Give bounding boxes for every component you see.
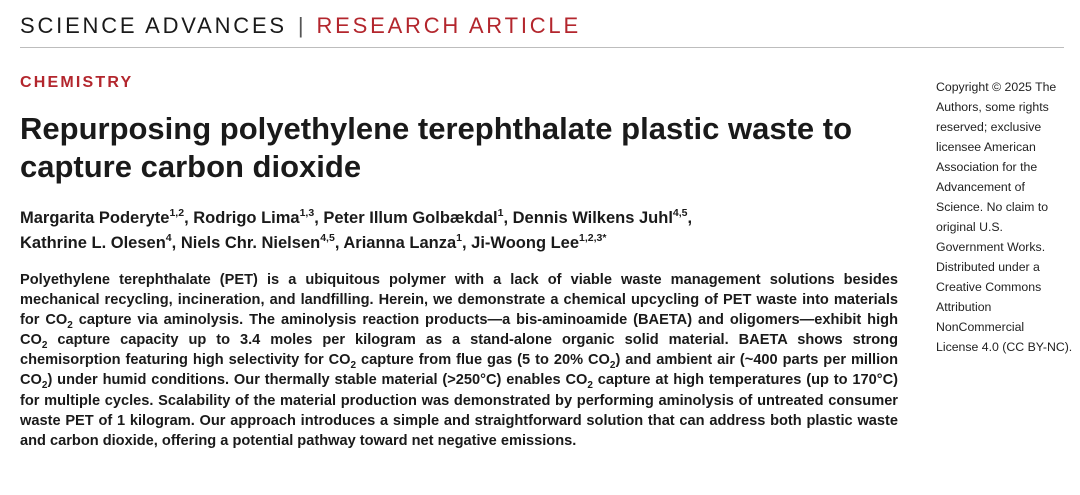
copyright-line: Attribution bbox=[936, 300, 992, 314]
author-affiliation[interactable]: 1,3 bbox=[299, 206, 315, 219]
author-affiliation[interactable]: 4 bbox=[165, 231, 172, 244]
section-label: CHEMISTRY bbox=[20, 74, 134, 91]
author-affiliation[interactable]: 1 bbox=[456, 231, 462, 244]
subscript: 2 bbox=[41, 340, 48, 352]
copyright-line: Creative Commons bbox=[936, 280, 1042, 294]
author-name[interactable]: Peter Illum Golbækdal bbox=[323, 209, 498, 227]
abstract-text: ) and ambient air (~400 parts per million CO bbox=[20, 352, 898, 389]
abstract bbox=[20, 270, 898, 451]
copyright-line: Science. No claim to bbox=[936, 200, 1049, 214]
abstract-text: capture from flue gas (5 to 20% CO bbox=[356, 352, 610, 369]
subscript: 2 bbox=[609, 360, 616, 372]
abstract-text: capture at high temperatures (up to 170°C) for multiple cycles. Scalability of the material production was demonstrated by performing aminolysis of untreated consumer waste PET of 1 kilogram. Our approach introduces a simple and straightforward solution that can address both plastic waste and carbon dioxide, offering a potential pathway toward net negative emissions. bbox=[20, 372, 898, 449]
journal-header bbox=[20, 13, 581, 39]
author-name[interactable]: Ji-Woong Lee bbox=[471, 234, 580, 252]
subscript: 2 bbox=[350, 360, 357, 372]
abstract-text: Polyethylene terephthalate (PET) is a ubiquitous polymer with a lack of viable waste management solutions besides mechanical recycling, incineration, and landfilling. Herein, we demonstrate a chemical upcycling of PET waste into materials for CO bbox=[20, 272, 898, 329]
copyright-line: Advancement of bbox=[936, 180, 1025, 194]
author-list: Margarita Poderyte$^{1,2}$, Rodrigo Lima$^{1,3}$, Peter Illum Golbækdal$^1$, Dennis Wilkens Juhl$^{4,5}$, Kathrine L. Olesen$^4$, Niels Chr. Nielsen$^{4,5}$, Arianna Lanza$^1$, Ji-Woong Lee$^{1,2,3*}$ bbox=[20, 206, 693, 252]
abstract-text: capture capacity up to 3.4 moles per kilogram as a stand-alone organic solid material. BAETA shows strong chemisorption featuring high selectivity for CO bbox=[20, 332, 898, 369]
license-link[interactable]: License 4.0 (CC BY-NC). bbox=[936, 340, 1073, 354]
author-name[interactable]: Kathrine L. Olesen bbox=[20, 234, 166, 252]
author-affiliation[interactable]: 4,5 bbox=[672, 206, 688, 219]
copyright-notice bbox=[936, 77, 1076, 357]
author-affiliation[interactable]: 1 bbox=[497, 206, 504, 219]
author-affiliation[interactable]: 1,2 bbox=[169, 206, 185, 219]
journal-name[interactable]: SCIENCE ADVANCES bbox=[20, 13, 287, 38]
copyright-line: Authors, some rights bbox=[936, 100, 1049, 114]
subscript: 2 bbox=[67, 320, 73, 332]
article-title: Repurposing polyethylene terephthalate plastic waste to capture carbon dioxide bbox=[20, 111, 853, 184]
copyright-line: reserved; exclusive bbox=[936, 120, 1042, 134]
copyright-line: Association for the bbox=[936, 160, 1038, 174]
author-name[interactable]: Rodrigo Lima bbox=[193, 209, 300, 227]
copyright-line: licensee American bbox=[936, 140, 1036, 154]
author-name[interactable]: Arianna Lanza bbox=[343, 234, 457, 252]
author-name[interactable]: Margarita Poderyte bbox=[20, 209, 170, 227]
copyright-line: Distributed under a bbox=[936, 260, 1040, 274]
author-affiliation[interactable]: 1,2,3* bbox=[579, 231, 607, 244]
header-separator: | bbox=[297, 13, 304, 38]
author-name[interactable]: Niels Chr. Nielsen bbox=[180, 234, 321, 252]
author-name[interactable]: Dennis Wilkens Juhl bbox=[512, 209, 673, 227]
article-type: RESEARCH ARTICLE bbox=[316, 13, 581, 38]
header-rule bbox=[20, 47, 1064, 48]
abstract-text: capture via aminolysis. The aminolysis reaction products—a bis-aminoamide (BAETA) and oligomers—exhibit high CO bbox=[20, 312, 898, 349]
copyright-line: NonCommercial bbox=[936, 320, 1025, 334]
copyright-line: original U.S. bbox=[936, 220, 1003, 234]
copyright-line: Copyright © 2025 The bbox=[936, 80, 1057, 94]
subscript: 2 bbox=[587, 380, 593, 392]
copyright-line: Government Works. bbox=[936, 240, 1046, 254]
abstract-text: ) under humid conditions. Our thermally stable material (>250°C) enables CO bbox=[47, 372, 588, 389]
subscript: 2 bbox=[41, 380, 48, 392]
author-affiliation[interactable]: 4,5 bbox=[320, 231, 335, 244]
